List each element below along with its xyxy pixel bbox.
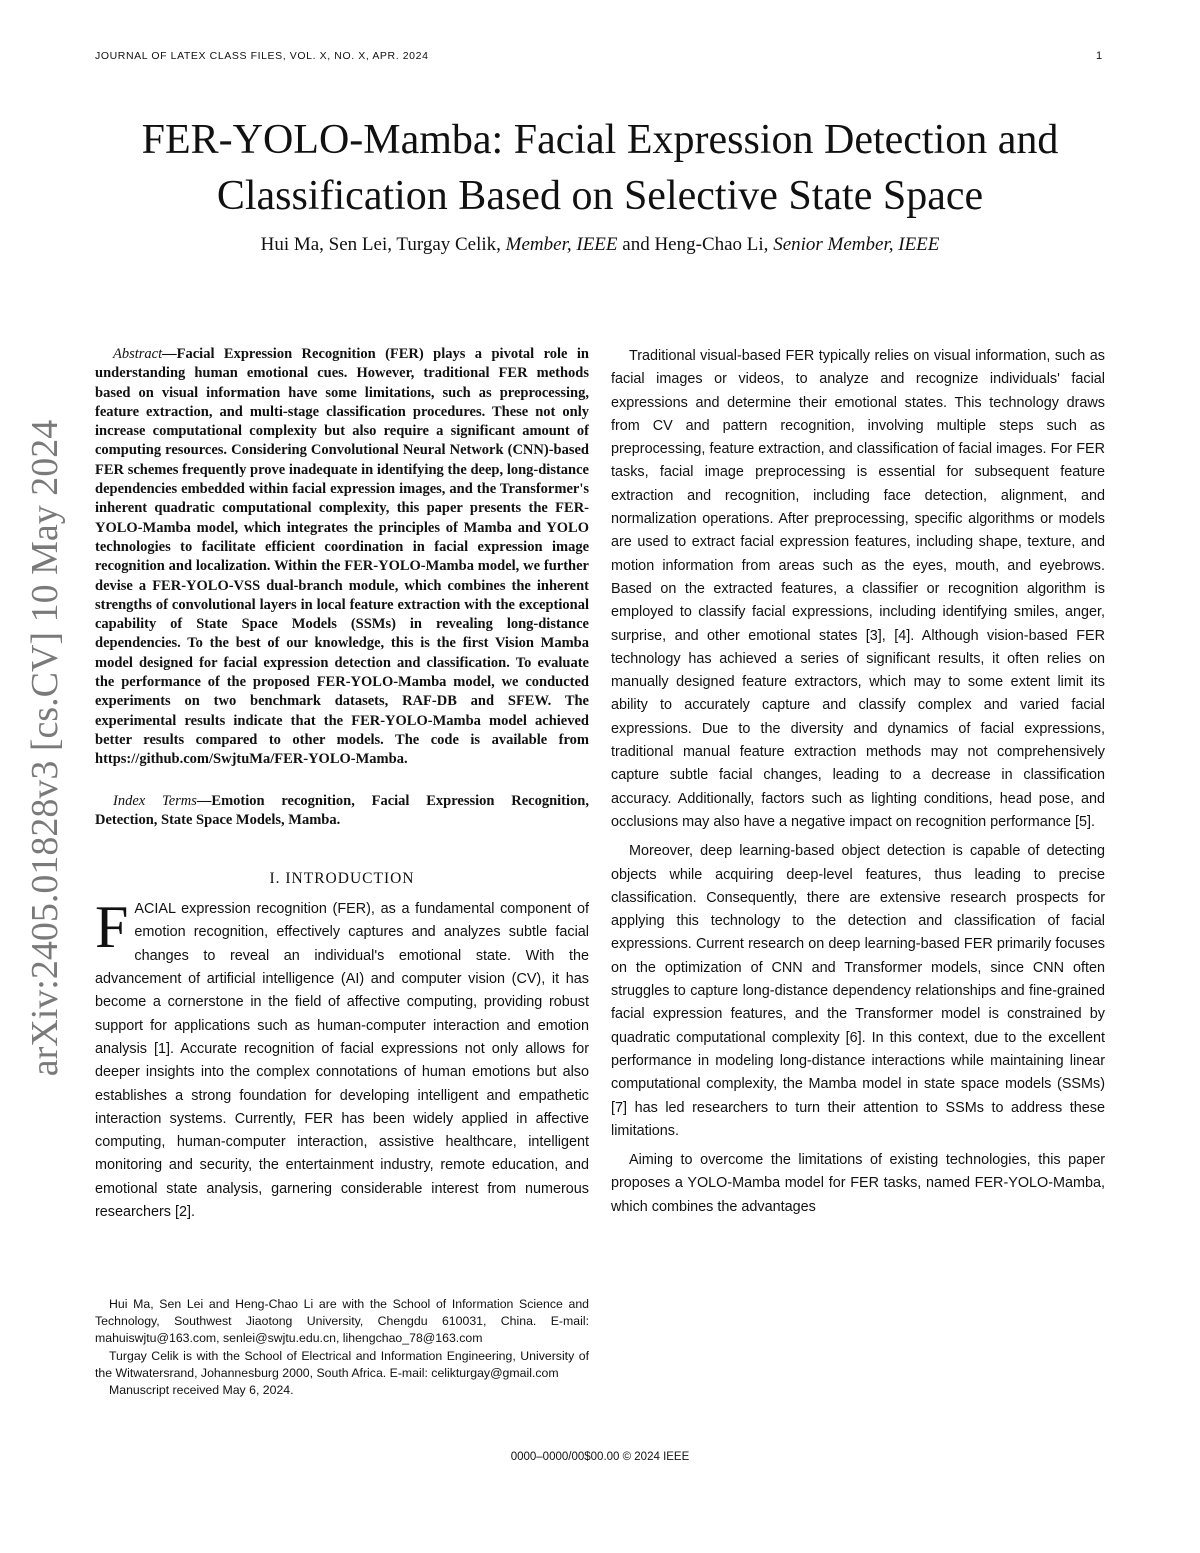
running-header: JOURNAL OF LATEX CLASS FILES, VOL. X, NO. X, APR. 2024 [95, 50, 429, 62]
footnote-manuscript: Manuscript received May 6, 2024. [109, 1383, 294, 1398]
index-terms-lead: Index Terms [113, 792, 197, 809]
right-column [611, 345, 1105, 1219]
index-terms-text: —Emotion recognition, Facial Expression Recognition, Detection, State Space Models, Mamba. [95, 792, 589, 828]
abstract-lead: Abstract [113, 346, 163, 362]
author-names-a: Hui Ma, Sen Lei, Turgay Celik, [260, 234, 506, 255]
page-number: 1 [1096, 50, 1103, 62]
arxiv-stamp-text: arXiv:2405.01828v3 [cs.CV] 10 May 2024 [24, 419, 66, 1076]
footnotes [95, 1296, 589, 1399]
author-role-a: Member, IEEE [505, 234, 618, 255]
footnote-affiliation-2: Turgay Celik is with the School of Electrical and Information Engineering, University of the Witwatersrand, Johannesburg 2000, South Africa. E-mail: celikturgay@gmail.com [95, 1348, 589, 1380]
footnote-affiliation-1: Hui Ma, Sen Lei and Heng-Chao Li are with the School of Information Science and Technology, Southwest Jiaotong University, Chengdu 610031, China. E-mail: mahuiswjtu@163.com, senlei@swjtu.edu.cn, lihengchao_78@163.com [95, 1297, 589, 1346]
intro-paragraph-2: Traditional visual-based FER typically relies on visual information, such as facial images or videos, to analyze and recognize individuals' facial expressions and determine their emotional states. This technology draws from CV and pattern recognition, involving multiple steps such as preprocessing, feature extraction, and classification of facial images. For FER tasks, facial image preprocessing is essential for subsequent feature extraction and recognition, including face detection, alignment, and normalization operations. After preprocessing, specific algorithms or models are used to extract facial expression features, including shape, texture, and motion information from areas such as the eyes, mouth, and eyebrows. Based on the extracted features, a classifier or recognition algorithm is employed to classify facial expressions, including identifying smiles, anger, surprise, and other emotional states [3], [4]. Although vision-based FER technology has achieved a series of significant results, it often relies on manually designed feature extractors, which may to some extent limit its ability to accurately capture and classify complex and varied facial expressions. Due to the diversity and dynamics of facial expressions, traditional manual feature extraction methods may not comprehensively capture subtle facial changes, leading to a decrease in classification accuracy. Additionally, factors such as lighting conditions, head pose, and occlusions may also have a negative impact on recognition performance [5]. [611, 348, 1105, 830]
abstract-text: —Facial Expression Recognition (FER) plays a pivotal role in understanding human emotional cues. However, traditional FER methods based on visual information have some limitations, such as preprocessing, feature extraction, and multi-stage classification procedures. These not only increase computational complexity but also require a significant amount of computing resources. Considering Convolutional Neural Network (CNN)-based FER schemes frequently prove inadequate in identifying the deep, long-distance dependencies embedded within facial expression images, and the Transformer's inherent quadratic computational complexity, this paper presents the FER-YOLO-Mamba model, which integrates the principles of Mamba and YOLO technologies to facilitate efficient coordination in facial expression image recognition and localization. Within the FER-YOLO-Mamba model, we further devise a FER-YOLO-VSS dual-branch module, which combines the inherent strengths of convolutional layers in local feature extraction with the exceptional capability of State Space Models (SSMs) in revealing long-distance dependencies. To the best of our knowledge, this is the first Vision Mamba model designed for facial expression detection and classification. To evaluate the performance of the proposed FER-YOLO-Mamba model, we conducted experiments on two benchmark datasets, RAF-DB and SFEW. The experimental results indicate that the FER-YOLO-Mamba model achieved better results compared to other models. The code is available from https://github.com/SwjtuMa/FER-YOLO-Mamba. [95, 346, 589, 768]
section-heading-introduction: I. INTRODUCTION [269, 870, 415, 888]
intro-paragraph-4: Aiming to overcome the limitations of existing technologies, this paper proposes a YOLO-Mamba model for FER tasks, named FER-YOLO-Mamba, which combines the advantages [611, 1152, 1105, 1215]
index-terms [95, 792, 589, 831]
paper-title: FER-YOLO-Mamba: Facial Expression Detection and Classification Based on Selective State Space [141, 117, 1059, 219]
author-role-b: Senior Member, IEEE [773, 234, 940, 255]
arxiv-stamp [15, 400, 75, 1095]
left-column [95, 345, 589, 1224]
intro-paragraph-1 [95, 894, 589, 1224]
intro-paragraph-1-text: ACIAL expression recognition (FER), as a fundamental component of emotion recognition, effectively captures and analyzes subtle facial changes to reveal an individual's emotional state. With the advancement of artificial intelligence (AI) and computer vision (CV), it has become a cornerstone in the field of affective computing, providing robust support for applications such as human-computer interaction and emotion analysis [1]. Accurate recognition of facial expressions not only allows for deeper insights into the complex connotations of human emotions but also establishes a strong foundation for developing intelligent and empathetic interaction systems. Currently, FER has been widely applied in affective computing, human-computer interaction, assistive healthcare, intelligent monitoring and security, the entertainment industry, remote education, and emotional state analysis, garnering considerable interest from numerous researchers [2]. [95, 901, 589, 1220]
drop-cap: F [95, 894, 129, 961]
intro-paragraph-3: Moreover, deep learning-based object detection is capable of detecting objects while acquiring deep-level features, thus leading to precise classification. Consequently, there are extensive research prospects for applying this technology to the detection and classification of facial expressions. Current research on deep learning-based FER primarily focuses on the optimization of CNN and Transformer models, since CNN often struggles to capture long-distance dependency relationships and fine-grained facial expression features, and the Transformer model is constrained by quadratic computational complexity [6]. In this context, due to the excellent performance in modeling long-distance interactions while maintaining linear computational complexity, the Mamba model in state space models (SSMs) [7] has led researchers to turn their attention to SSMs to address these limitations. [611, 843, 1105, 1139]
author-line [90, 234, 1110, 256]
copyright-footer: 0000–0000/00$00.00 © 2024 IEEE [510, 1451, 690, 1463]
abstract [95, 345, 589, 770]
author-names-b: and Heng-Chao Li, [617, 234, 774, 255]
